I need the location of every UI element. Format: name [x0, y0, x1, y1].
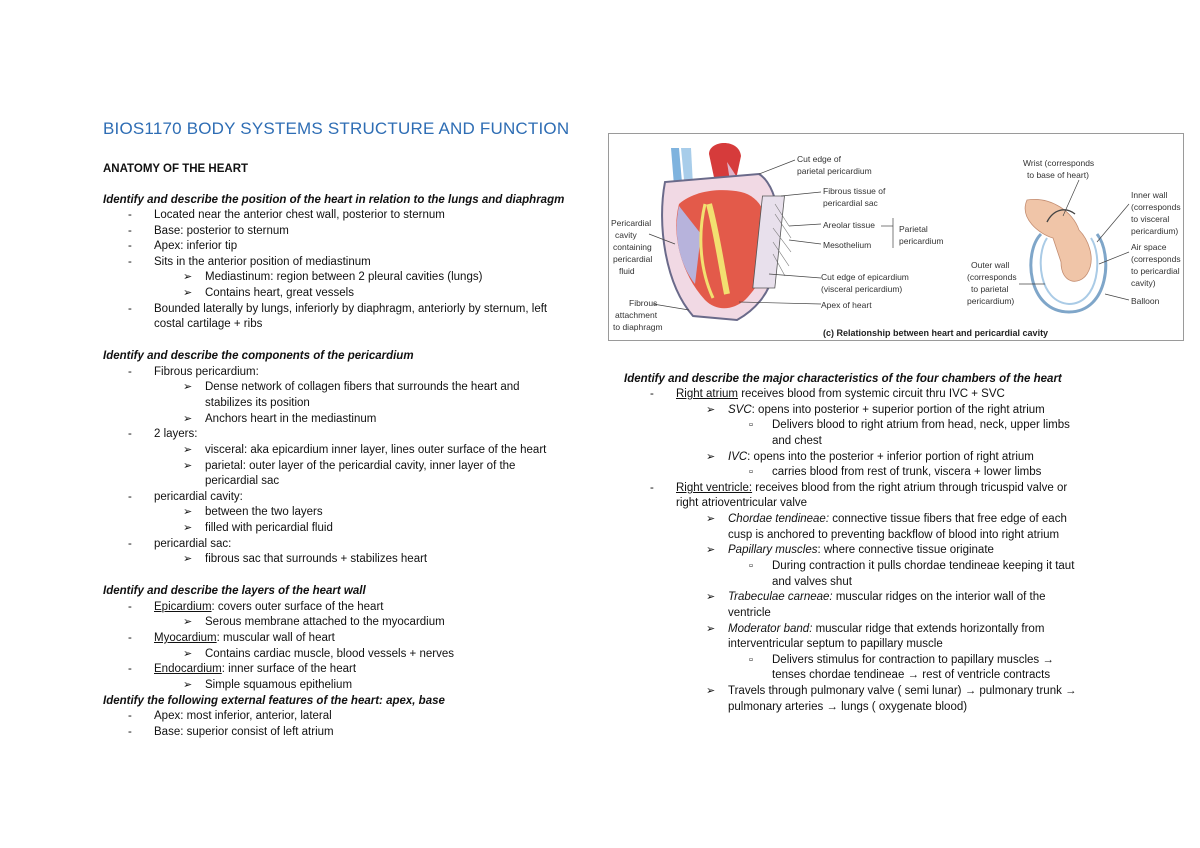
list-item-continued: right atrioventricular valve: [676, 497, 808, 509]
svg-text:pericardial: pericardial: [613, 254, 653, 264]
svg-text:Air space: Air space: [1131, 242, 1167, 252]
list-subitem: ➢ Contains heart, great vessels: [205, 286, 354, 301]
list-item: - Apex: most inferior, anterior, lateral: [154, 709, 332, 724]
list-subitem: [728, 622, 1044, 637]
list-subitem: [728, 590, 1046, 605]
heading-pericardium: Identify and describe the components of the pericardium: [103, 350, 414, 362]
list-subsubitem: ▫ carries blood from rest of trunk, viscera + lower limbs: [772, 465, 1041, 480]
term: SVC: [728, 404, 752, 416]
list-subitem-continued: pulmonary arteries → lungs ( oxygenate blood): [728, 701, 968, 713]
svg-text:pericardial sac: pericardial sac: [823, 198, 878, 208]
list-subsubitem-continued: tenses chordae tendineae → rest of ventricle contracts: [772, 669, 1051, 681]
list-subitem: ➢ between the two layers: [205, 505, 323, 520]
term: Right atrium: [676, 388, 738, 400]
list-item: - Apex: inferior tip: [154, 239, 237, 254]
term: Epicardium: [154, 601, 212, 613]
list-subitem: ➢ Serous membrane attached to the myocardium: [205, 615, 445, 630]
svg-text:Areolar tissue: Areolar tissue: [823, 220, 875, 230]
term: Papillary muscles: [728, 544, 818, 556]
document-title: BIOS1170 BODY SYSTEMS STRUCTURE AND FUNCTION: [103, 119, 570, 138]
svg-text:pericardium: pericardium: [899, 236, 944, 246]
heading-position: Identify and describe the position of the heart in relation to the lungs and diaphragm: [103, 194, 565, 206]
term-desc: receives blood from the right atrium through tricuspid valve or: [752, 482, 1068, 494]
list-subitem-continued: stabilizes its position: [205, 397, 310, 409]
list-item: [676, 387, 1005, 402]
list-subitem: ➢ filled with pericardial fluid: [205, 521, 333, 536]
svg-text:containing: containing: [613, 242, 652, 252]
svg-text:(corresponds: (corresponds: [967, 272, 1017, 282]
term: Moderator band:: [728, 623, 813, 635]
svg-text:attachment: attachment: [615, 310, 658, 320]
list-subsubitem: ▫ Delivers blood to right atrium from head, neck, upper limbs: [772, 418, 1070, 433]
svg-text:Fibrous: Fibrous: [629, 298, 658, 308]
svg-text:Outer wall: Outer wall: [971, 260, 1010, 270]
list-item: [154, 662, 356, 677]
term-desc: : opens into posterior + superior portion of the right atrium: [751, 404, 1045, 416]
svg-text:to parietal: to parietal: [971, 284, 1009, 294]
figure-illustration: [609, 134, 1183, 340]
svg-text:parietal pericardium: parietal pericardium: [797, 166, 872, 176]
term-desc: : muscular wall of heart: [216, 632, 335, 644]
svg-text:fluid: fluid: [619, 266, 635, 276]
svg-text:to pericardial: to pericardial: [1131, 266, 1180, 276]
term-desc: muscular ridge that extends horizontally from: [812, 623, 1045, 635]
list-item: [154, 600, 383, 615]
list-subsubitem: ▫ Delivers stimulus for contraction to papillary muscles →: [772, 653, 1054, 668]
svg-text:Balloon: Balloon: [1131, 296, 1160, 306]
term-desc: : opens into the posterior + inferior portion of right atrium: [747, 451, 1034, 463]
list-subitem: ➢ visceral: aka epicardium inner layer, lines outer surface of the heart: [205, 443, 546, 458]
svg-text:Cut edge of epicardium: Cut edge of epicardium: [821, 272, 909, 282]
list-subitem: [728, 450, 1034, 465]
term: Endocardium: [154, 663, 222, 675]
list-item: - 2 layers:: [154, 427, 197, 442]
svg-text:Fibrous tissue of: Fibrous tissue of: [823, 186, 886, 196]
list-subitem: ➢ fibrous sac that surrounds + stabilizes heart: [205, 552, 427, 567]
list-subitem-continued: ventricle: [728, 607, 771, 619]
svg-text:Wrist (corresponds: Wrist (corresponds: [1023, 158, 1095, 168]
list-item: [676, 481, 1067, 496]
list-subitem: ➢ Dense network of collagen fibers that surrounds the heart and: [205, 380, 520, 395]
list-subitem-continued: pericardial sac: [205, 475, 280, 487]
term-desc: : where connective tissue originate: [817, 544, 994, 556]
term-desc: receives blood from systemic circuit thru IVC + SVC: [738, 388, 1005, 400]
section-title: ANATOMY OF THE HEART: [103, 163, 249, 175]
list-subsubitem: ▫ During contraction it pulls chordae tendineae keeping it taut: [772, 559, 1074, 574]
list-item: - Base: superior consist of left atrium: [154, 725, 334, 740]
svg-text:to base of heart): to base of heart): [1027, 170, 1089, 180]
svg-text:(corresponds: (corresponds: [1131, 254, 1181, 264]
list-item: - Base: posterior to sternum: [154, 224, 289, 239]
term: Trabeculae carneae:: [728, 591, 833, 603]
term-desc: : inner surface of the heart: [221, 663, 357, 675]
heart-pericardium-figure: [608, 133, 1184, 341]
svg-text:cavity: cavity: [615, 230, 637, 240]
list-item: - Fibrous pericardium:: [154, 365, 259, 380]
svg-text:pericardium): pericardium): [1131, 226, 1179, 236]
list-subsubitem-continued: and valves shut: [772, 576, 852, 588]
heading-four-chambers: Identify and describe the major characteristics of the four chambers of the heart: [624, 373, 1062, 385]
list-item: - Sits in the anterior position of mediastinum: [154, 255, 371, 270]
svg-text:to diaphragm: to diaphragm: [613, 322, 663, 332]
list-subitem: ➢ parietal: outer layer of the pericardial cavity, inner layer of the: [205, 459, 515, 474]
term: IVC: [728, 451, 748, 463]
term-desc: muscular ridges on the interior wall of the: [832, 591, 1046, 603]
term: Right ventricle:: [676, 482, 753, 494]
list-item: - pericardial cavity:: [154, 490, 243, 505]
list-subitem: ➢ Travels through pulmonary valve ( semi lunar) → pulmonary trunk →: [728, 684, 1077, 699]
term-desc: : covers outer surface of the heart: [211, 601, 384, 613]
term-desc: connective tissue fibers that free edge of each: [829, 513, 1067, 525]
list-item: [154, 631, 335, 646]
svg-text:(c) Relationship between heart: (c) Relationship between heart and pericardial cavity: [823, 328, 1049, 338]
svg-text:(corresponds: (corresponds: [1131, 202, 1181, 212]
list-item: - pericardial sac:: [154, 537, 231, 552]
heading-external-features: Identify the following external features of the heart: apex, base: [103, 695, 445, 707]
list-subitem: ➢ Simple squamous epithelium: [205, 678, 352, 693]
svg-text:cavity): cavity): [1131, 278, 1156, 288]
list-item: - Bounded laterally by lungs, inferiorly by diaphragm, anteriorly by sternum, left: [154, 302, 547, 317]
svg-text:to visceral: to visceral: [1131, 214, 1170, 224]
svg-text:Pericardial: Pericardial: [611, 218, 652, 228]
heading-heart-wall: Identify and describe the layers of the heart wall: [103, 585, 366, 597]
list-item: - Located near the anterior chest wall, posterior to sternum: [154, 208, 445, 223]
list-item-continued: costal cartilage + ribs: [154, 318, 263, 330]
svg-text:pericardium): pericardium): [967, 296, 1015, 306]
list-subsubitem-continued: and chest: [772, 435, 822, 447]
term: Chordae tendineae:: [728, 513, 830, 525]
list-subitem-continued: interventricular septum to papillary muscle: [728, 638, 943, 650]
svg-text:Cut edge of: Cut edge of: [797, 154, 841, 164]
list-subitem: [728, 512, 1067, 527]
list-subitem: ➢ Contains cardiac muscle, blood vessels + nerves: [205, 647, 454, 662]
svg-text:Inner wall: Inner wall: [1131, 190, 1168, 200]
list-subitem: [728, 543, 994, 558]
svg-text:Mesothelium: Mesothelium: [823, 240, 872, 250]
svg-text:Parietal: Parietal: [899, 224, 928, 234]
svg-text:(visceral pericardium): (visceral pericardium): [821, 284, 903, 294]
list-subitem: ➢ Mediastinum: region between 2 pleural cavities (lungs): [205, 270, 482, 285]
term: Myocardium: [154, 632, 217, 644]
list-subitem-continued: cusp is anchored to preventing backflow of blood into right atrium: [728, 529, 1060, 541]
list-subitem: [728, 403, 1045, 418]
svg-text:Apex of heart: Apex of heart: [821, 300, 872, 310]
list-subitem: ➢ Anchors heart in the mediastinum: [205, 412, 376, 427]
